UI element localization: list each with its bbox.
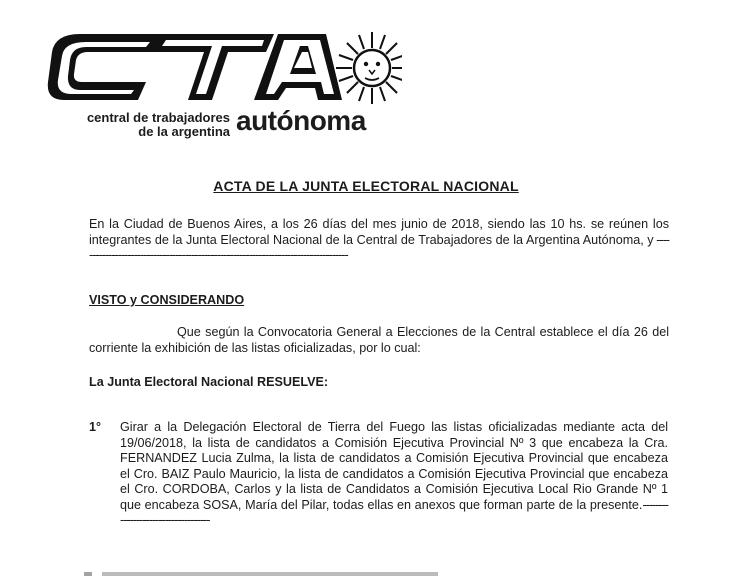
cut-off-text-line (84, 572, 674, 576)
intro-text: En la Ciudad de Buenos Aires, a los 26 días del mes junio de 2018, siendo las 10 hs. se reúnen los integrantes de la Junta Electoral Nacional de la Central de Trabajadores de la Argentina Autónoma, y (89, 217, 669, 247)
item-text: Girar a la Delegación Electoral de Tierra del Fuego las listas oficializadas mediante acta del 19/06/2018, la lista de candidatos a Comisión Ejecutiva Provincial Nº 3 que encabeza la Cra. FERNANDEZ Lucia Zulma, la lista de candidatos a Comisión Ejecutiva Provincial que encabeza el Cro. BAIZ Paulo Mauricio, la lista de candidatos a Comisión Ejecutiva Provincial que encabeza el Cro. CORDOBA, Carlos y la lista de Candidatos a Comisión Ejecutiva Local Rio Grande Nº 1 que encabeza SOSA, María del Pilar, todas ellas en anexos que forman parte de la presente. (120, 420, 668, 512)
item-dashes: ------------------------------------ (120, 497, 668, 527)
org-line-2: de la argentina (138, 124, 230, 139)
letterhead (42, 22, 402, 152)
sun-emblem-icon (336, 32, 402, 104)
resuelve-heading: La Junta Electoral Nacional RESUELVE: (89, 375, 329, 389)
intro-paragraph (89, 217, 669, 264)
document-title: ACTA DE LA JUNTA ELECTORAL NACIONAL (213, 178, 519, 194)
considerando-paragraph (89, 325, 669, 356)
cta-logo (42, 22, 402, 112)
considerando-text: Que según la Convocatoria General a Elecciones de la Central establece el día 26 del corriente la exhibición de las listas oficializadas, por lo cual: (89, 325, 669, 355)
org-name (60, 111, 230, 139)
intro-dashes: ------------------------------------------------------------------------------------- (89, 232, 669, 262)
org-line-1: central de trabajadores (86, 110, 230, 125)
item-paragraph (120, 420, 668, 529)
item-number: 1° (89, 420, 102, 434)
visto-heading: VISTO y CONSIDERANDO (89, 293, 245, 307)
org-word: autónoma (236, 105, 366, 136)
